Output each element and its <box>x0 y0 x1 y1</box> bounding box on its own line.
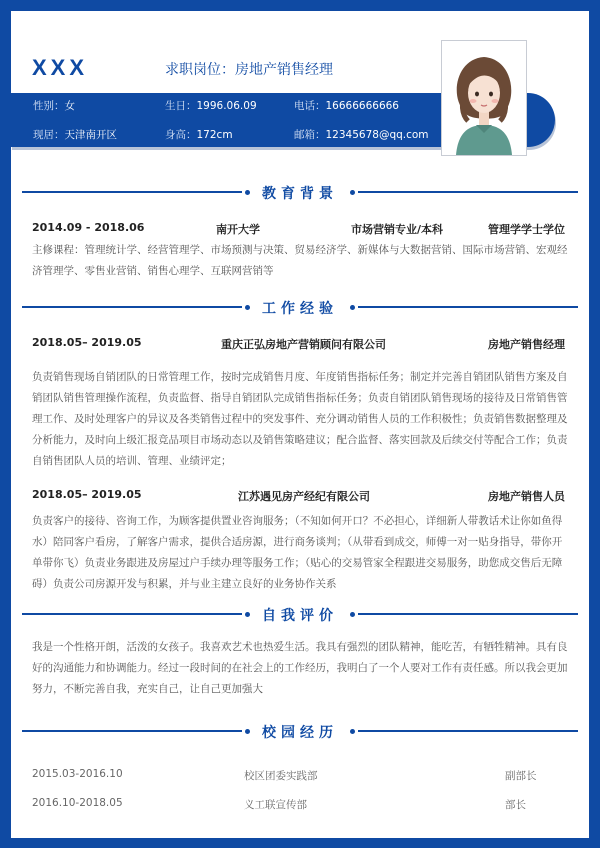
avatar-illustration <box>442 41 526 155</box>
info-email: 邮箱：12345678@qq.com <box>294 129 429 141</box>
profile-photo <box>441 40 527 156</box>
education-degree: 管理学学士学位 <box>488 223 565 236</box>
info-height: 身高：172cm <box>165 129 233 141</box>
section-divider-right <box>358 730 578 732</box>
section-divider-right <box>358 306 578 308</box>
info-birthday: 生日：1996.06.09 <box>165 100 257 112</box>
work-1-position: 房地产销售经理 <box>488 338 565 351</box>
work-1-period: 2018.05– 2019.05 <box>32 336 142 349</box>
section-divider-dot <box>245 729 250 734</box>
info-address: 现居：天津南开区 <box>33 129 117 141</box>
section-divider-left <box>22 613 242 615</box>
campus-2-org: 义工联宣传部 <box>244 799 307 811</box>
section-divider-dot <box>245 612 250 617</box>
candidate-name: XXX <box>32 55 89 80</box>
job-target-value: 房地产销售经理 <box>235 62 333 78</box>
education-major: 市场营销专业/本科 <box>351 223 444 236</box>
campus-1-role: 副部长 <box>505 770 537 782</box>
work-2-description: 负责客户的接待、咨询工作，为顾客提供置业咨询服务；（不知如何开口？不必担心，详细新人带教话术让你如鱼得水）陪同客户看房，了解客户需求，提供合适房源，进行商务谈判；（从带看到成交，师傅一对一贴身指导，带你开单带你飞）负责业务跟进及房屋过户手续办理等服务工作；（贴心的交易管家全程跟进交易服务，助您成交售后无障碍）负责公司房源开发与积累，并与业主建立良好的业务协作关系 <box>32 515 563 590</box>
section-title-work: 工作经验 <box>262 301 338 317</box>
campus-2-period: 2016.10-2018.05 <box>32 797 123 809</box>
work-2-position: 房地产销售人员 <box>488 490 565 503</box>
section-divider-left <box>22 730 242 732</box>
education-school: 南开大学 <box>216 223 260 236</box>
work-2-company: 江苏遇见房产经纪有限公司 <box>238 490 370 503</box>
section-divider-left <box>22 191 242 193</box>
section-divider-dot <box>245 190 250 195</box>
section-title-campus: 校园经历 <box>262 725 338 741</box>
work-1-description: 负责销售现场自销团队的日常管理工作，按时完成销售月度、年度销售指标任务；制定并完善自销团队销售方案及自销团队销售管理操作流程，负责监督、指导自销团队完成销售指标任务；负责自销团队销售现场的接待及日常销售管理工作、及时处理客户的异议及各类销售过程中的突发事件、充分调动销售人员的工作积极性；负责销售数据整理及分析能力，及时向上级汇报竞品项目市场动态以及销售策略建议；配合监督、落实回款及后续交付等配合工作；负责自销售团队人员的培训、管理、业绩评定； <box>32 371 568 467</box>
info-phone: 电话：16666666666 <box>294 100 399 112</box>
work-2-period: 2018.05– 2019.05 <box>32 488 142 501</box>
section-divider-dot <box>350 305 355 310</box>
section-divider-left <box>22 306 242 308</box>
education-period: 2014.09 - 2018.06 <box>32 221 145 234</box>
section-title-self-evaluation: 自我评价 <box>262 608 338 624</box>
section-divider-right <box>358 191 578 193</box>
campus-1-org: 校区团委实践部 <box>244 770 318 782</box>
info-gender: 性别：女 <box>33 100 75 112</box>
section-divider-dot <box>350 729 355 734</box>
work-1-company: 重庆正弘房地产营销顾问有限公司 <box>221 338 386 351</box>
campus-1-period: 2015.03-2016.10 <box>32 768 123 780</box>
campus-2-role: 部长 <box>505 799 526 811</box>
section-divider-dot <box>350 190 355 195</box>
section-divider-dot <box>245 305 250 310</box>
section-divider-dot <box>350 612 355 617</box>
section-divider-right <box>358 613 578 615</box>
section-title-education: 教育背景 <box>262 186 338 202</box>
education-courses: 主修课程：管理统计学、经营管理学、市场预测与决策、贸易经济学、新媒体与大数据营销、国际市场营销、宏观经济管理学、零售业营销、销售心理学、互联网营销等 <box>32 244 568 277</box>
self-evaluation-text: 我是一个性格开朗，活泼的女孩子。我喜欢艺术也热爱生活。我具有强烈的团队精神，能吃苦，有牺牲精神。具有良好的沟通能力和协调能力。经过一段时间的在社会上的工作经历，我明白了一个人要对工作有责任感。所以我会更加努力，不断完善自我，充实自己，让自己更加强大 <box>32 641 568 695</box>
job-target-label: 求职岗位： <box>165 62 235 78</box>
job-target <box>165 59 333 79</box>
